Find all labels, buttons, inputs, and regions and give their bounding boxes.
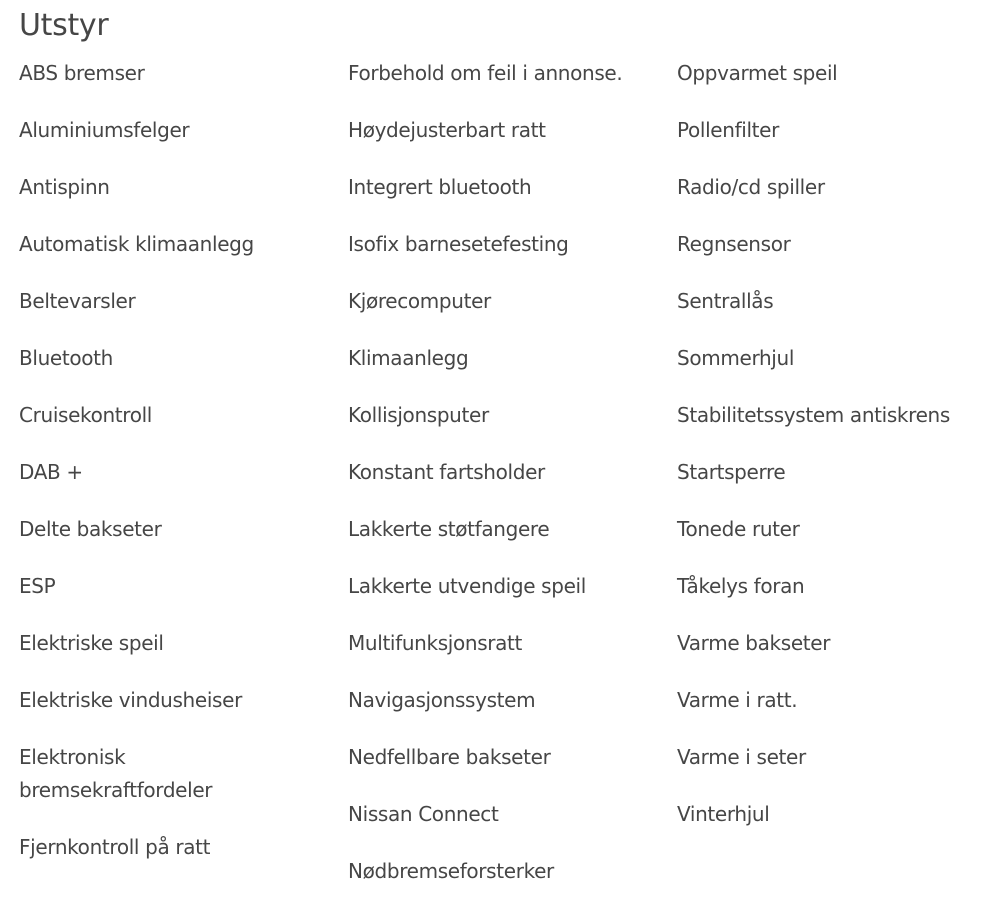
equipment-columns xyxy=(19,57,995,912)
equipment-item: Konstant fartsholder xyxy=(348,460,545,484)
equipment-item: Nedfellbare bakseter xyxy=(348,745,551,769)
equipment-title: Utstyr xyxy=(19,8,109,43)
equipment-item: Elektriske speil xyxy=(19,631,164,655)
equipment-item: Oppvarmet speil xyxy=(677,61,838,85)
equipment-item: ESP xyxy=(19,574,56,598)
equipment-item: ABS bremser xyxy=(19,61,145,85)
equipment-item: Stabilitetssystem antiskrens xyxy=(677,403,950,427)
equipment-item: Beltevarsler xyxy=(19,289,136,313)
equipment-item: Lakkerte støtfangere xyxy=(348,517,550,541)
equipment-item: Kollisjonsputer xyxy=(348,403,489,427)
equipment-item: Navigasjonssystem xyxy=(348,688,536,712)
equipment-item: Tonede ruter xyxy=(677,517,800,541)
equipment-item: DAB + xyxy=(19,460,83,484)
equipment-item: Elektriske vindusheiser xyxy=(19,688,242,712)
equipment-item: Klimaanlegg xyxy=(348,346,469,370)
equipment-item: Elektronisk bremsekraftfordeler xyxy=(19,745,213,802)
equipment-item: Sentrallås xyxy=(677,289,774,313)
equipment-item: Antispinn xyxy=(19,175,110,199)
equipment-item: Bluetooth xyxy=(19,346,113,370)
equipment-item: Vinterhjul xyxy=(677,802,770,826)
equipment-item: Forbehold om feil i annonse. xyxy=(348,61,623,85)
equipment-item: Isofix barnesetefesting xyxy=(348,232,569,256)
equipment-item: Kjørecomputer xyxy=(348,289,491,313)
equipment-item: Cruisekontroll xyxy=(19,403,153,427)
equipment-item: Fjernkontroll på ratt xyxy=(19,835,211,859)
equipment-item: Regnsensor xyxy=(677,232,791,256)
equipment-item: Lakkerte utvendige speil xyxy=(348,574,586,598)
equipment-column-2 xyxy=(348,57,677,912)
equipment-item: Nissan Connect xyxy=(348,802,499,826)
equipment-column-1 xyxy=(19,57,348,912)
equipment-item: Høydejusterbart ratt xyxy=(348,118,546,142)
equipment-column-3 xyxy=(677,57,995,912)
equipment-item: Varme i ratt. xyxy=(677,688,798,712)
equipment-item: Integrert bluetooth xyxy=(348,175,532,199)
equipment-item: Radio/cd spiller xyxy=(677,175,825,199)
equipment-item: Multifunksjonsratt xyxy=(348,631,523,655)
equipment-item: Aluminiumsfelger xyxy=(19,118,190,142)
equipment-item: Varme bakseter xyxy=(677,631,831,655)
equipment-item: Varme i seter xyxy=(677,745,806,769)
equipment-item: Sommerhjul xyxy=(677,346,795,370)
equipment-item: Pollenfilter xyxy=(677,118,780,142)
equipment-item: Nødbremseforsterker xyxy=(348,859,554,883)
equipment-item: Automatisk klimaanlegg xyxy=(19,232,254,256)
equipment-item: Delte bakseter xyxy=(19,517,162,541)
equipment-item: Startsperre xyxy=(677,460,786,484)
equipment-item: Tåkelys foran xyxy=(677,574,805,598)
